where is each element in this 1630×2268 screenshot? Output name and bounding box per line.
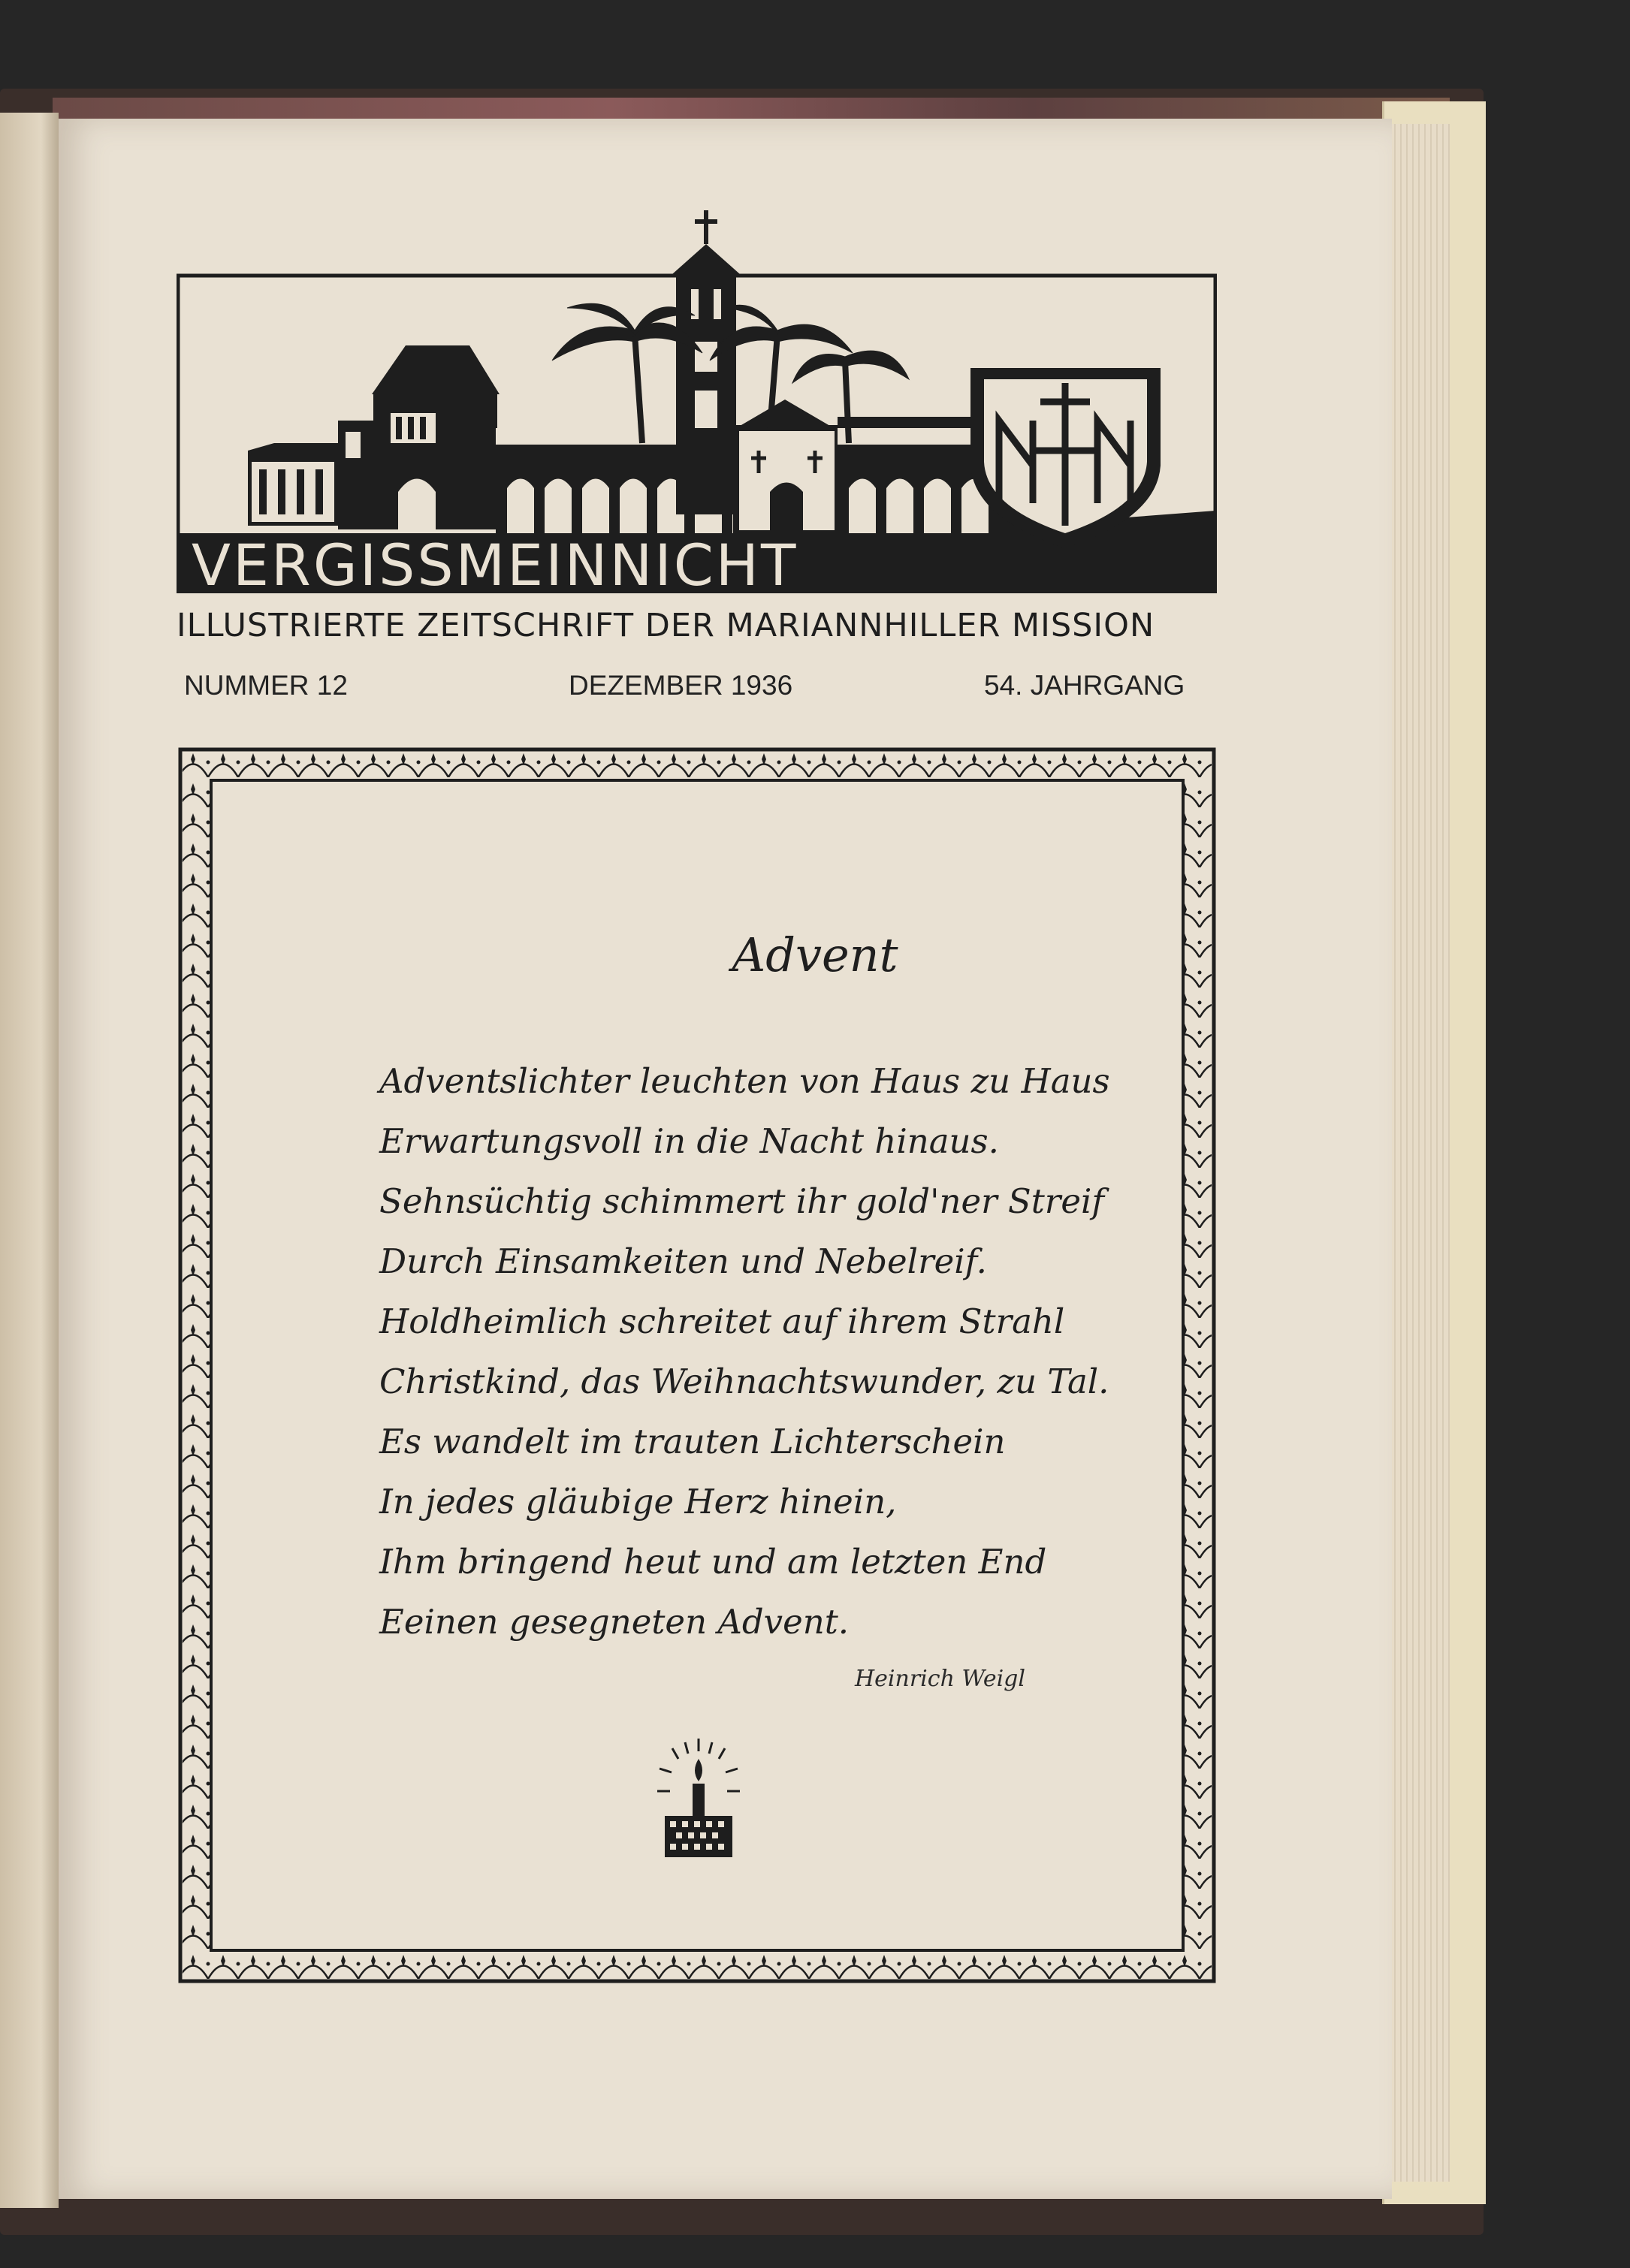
poem-body: [379, 1051, 1130, 1652]
poem-line: Eeinen gesegneten Advent.: [379, 1602, 850, 1642]
poem-line: Es wandelt im trauten Lichterschein: [379, 1422, 1006, 1461]
poem-line: Christkind, das Weihnachtswunder, zu Tal.: [379, 1362, 1109, 1401]
magazine-subtitle: ILLUSTRIERTE ZEITSCHRIFT DER MARIANNHILLER MISSION: [177, 607, 1155, 644]
poem-line: Holdheimlich schreitet auf ihrem Strahl: [379, 1301, 1065, 1341]
poem-line: Durch Einsamkeiten und Nebelreif.: [379, 1241, 987, 1281]
candle-icon: [654, 1735, 744, 1862]
issue-number: NUMMER 12: [184, 670, 348, 701]
poem-line: In jedes gläubige Herz hinein,: [379, 1482, 897, 1522]
poem-line: Ihm bringend heut und am letzten End: [379, 1542, 1047, 1582]
book-spine-edge: [53, 98, 1450, 119]
poem-line: Adventslichter leuchten von Haus zu Haus: [379, 1061, 1110, 1101]
poem-line: Sehnsüchtig schimmert ihr gold'ner Streif: [379, 1181, 1104, 1221]
left-page-edge: [0, 113, 59, 2208]
poem-line: Erwartungsvoll in die Nacht hinaus.: [379, 1121, 999, 1161]
poem-title: Advent: [732, 927, 898, 982]
poem-author: Heinrich Weigl: [855, 1666, 1025, 1692]
page-edges: [1390, 124, 1450, 2182]
issue-volume: 54. JAHRGANG: [984, 670, 1185, 701]
issue-date: DEZEMBER 1936: [569, 670, 793, 701]
magazine-title: VERGISSMEINNICHT: [192, 532, 798, 599]
